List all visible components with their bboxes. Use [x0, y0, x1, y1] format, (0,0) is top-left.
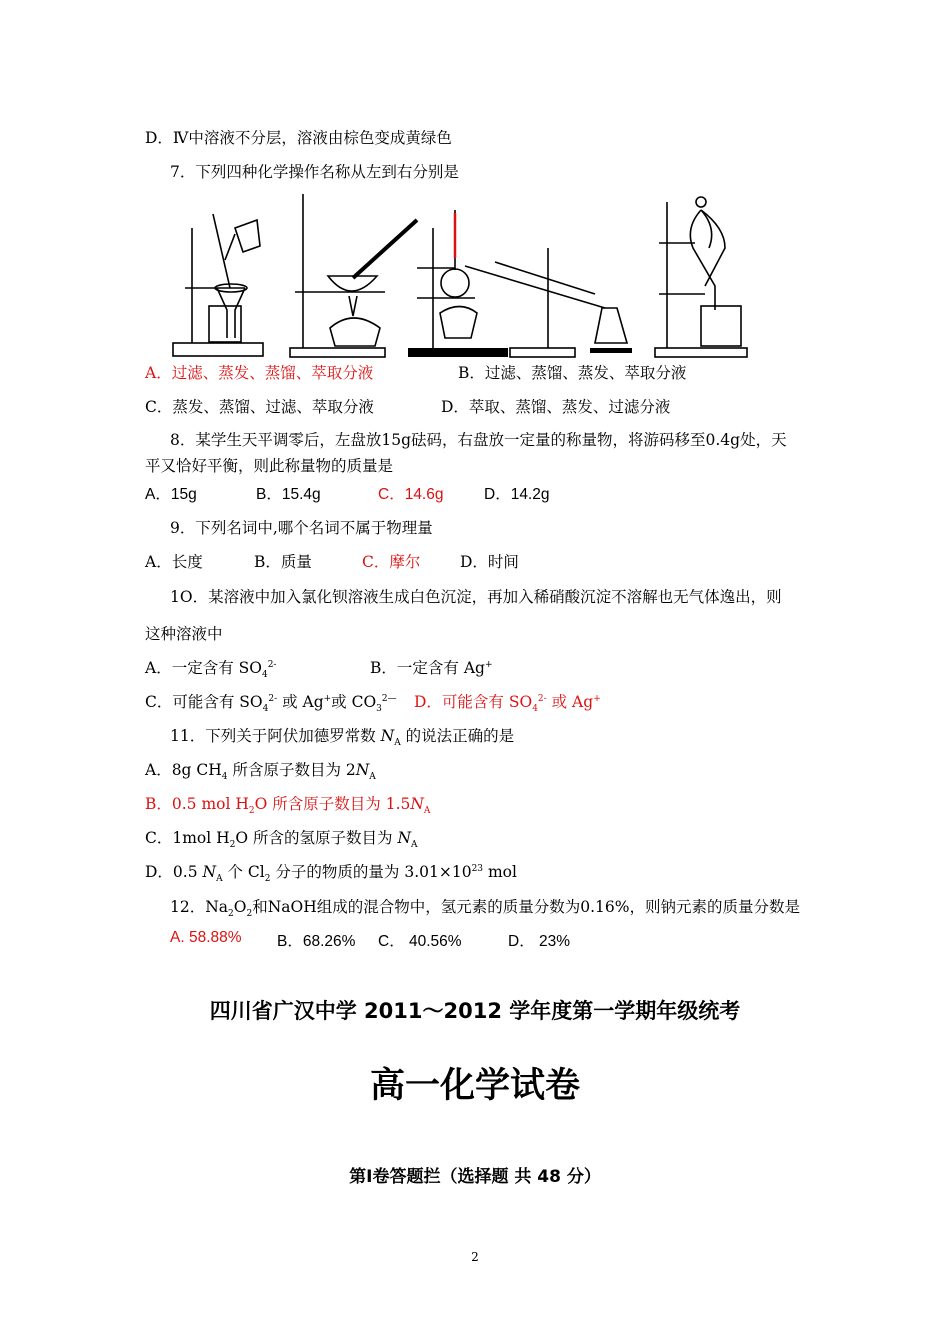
- q9-option-d: D．时间: [460, 553, 519, 571]
- q12-option-d: D． 23%: [508, 933, 571, 950]
- q11-stem: 11．下列关于阿伏加德罗常数 $N_A$ 的说法正确的是: [170, 727, 515, 749]
- filtration-apparatus-icon: [173, 214, 263, 356]
- q12-option-c: C． 40.56%: [378, 933, 462, 950]
- q9-option-c: C．摩尔: [362, 553, 421, 571]
- q12-option-b: B．68.26%: [277, 933, 356, 950]
- answer-section-title: 第Ⅰ卷答题拦（选择题 共 48 分）: [349, 1167, 601, 1187]
- q10-option-d: D．可能含有 $SO_4^{2-}$ 或 Ag+: [414, 693, 601, 715]
- q10-option-a: A．一定含有 $SO_4^{2-}$: [145, 659, 277, 681]
- distillation-apparatus-icon: [408, 210, 632, 357]
- q8-stem-line1: 8．某学生天平调零后，左盘放15g砝码，右盘放一定量的称量物，将游码移至0.4g处，天: [170, 431, 787, 449]
- q11-option-b: B．0.5 mol $H_2O$ 所含原子数目为 $1.5N_A$: [145, 795, 431, 817]
- q7-option-d: D．萃取、蒸馏、蒸发、过滤分液: [441, 398, 671, 416]
- q7-option-c: C．蒸发、蒸馏、过滤、萃取分液: [145, 398, 374, 416]
- q7-stem: 7．下列四种化学操作名称从左到右分别是: [170, 163, 459, 181]
- q8-option-c: C．14.6g: [378, 486, 444, 503]
- q8-stem-line2: 平又恰好平衡，则此称量物的质量是: [145, 457, 394, 475]
- q10-stem-line1: 1O．某溶液中加入氯化钡溶液生成白色沉淀，再加入稀硝酸沉淀不溶解也无气体逸出，则: [170, 588, 782, 606]
- evaporation-apparatus-icon: [290, 194, 417, 357]
- q7-option-b: B．过滤、蒸馏、蒸发、萃取分液: [458, 364, 687, 382]
- separatory-funnel-icon: [655, 197, 747, 357]
- q10-option-c: C．可能含有 $SO_4^{2-}$ 或 Ag+或 $CO_3^{2—}$: [145, 693, 397, 715]
- q9-stem: 9．下列名词中,哪个名词不属于物理量: [170, 519, 433, 537]
- q10-option-b: B．一定含有 Ag+: [370, 659, 493, 677]
- page-number: 2: [471, 1250, 479, 1264]
- school-exam-heading: 四川省广汉中学 2011～2012 学年度第一学期年级统考: [209, 999, 741, 1023]
- q12-option-a: A. 58.88%: [170, 929, 242, 946]
- q10-stem-line2: 这种溶液中: [145, 625, 223, 643]
- q11-option-c: C．1mol $H_2O$ 所含的氢原子数目为 $N_A$: [145, 829, 418, 851]
- q9-option-b: B．质量: [254, 553, 312, 571]
- exam-title: 高一化学试卷: [369, 1066, 580, 1106]
- apparatus-figure: [165, 188, 765, 362]
- q11-option-d: D．0.5 $N_A$ 个 $Cl_2$ 分子的物质的量为 $3.01\times 10^{23}$ mol: [145, 863, 517, 885]
- q8-option-d: D．14.2g: [484, 486, 550, 503]
- q7-option-a: A．过滤、蒸发、蒸馏、萃取分液: [145, 364, 374, 382]
- q9-option-a: A．长度: [145, 553, 203, 571]
- q6-option-d: D．Ⅳ中溶液不分层，溶液由棕色变成黄绿色: [145, 129, 452, 147]
- q8-option-b: B．15.4g: [256, 486, 321, 503]
- q12-stem: 12．$Na_2O_2$和NaOH组成的混合物中，氢元素的质量分数为0.16%，则钠元素的质量分数是: [170, 898, 800, 920]
- q11-option-a: A．8g $CH_4$ 所含原子数目为 $2N_A$: [145, 761, 376, 783]
- q8-option-a: A．15g: [145, 486, 197, 503]
